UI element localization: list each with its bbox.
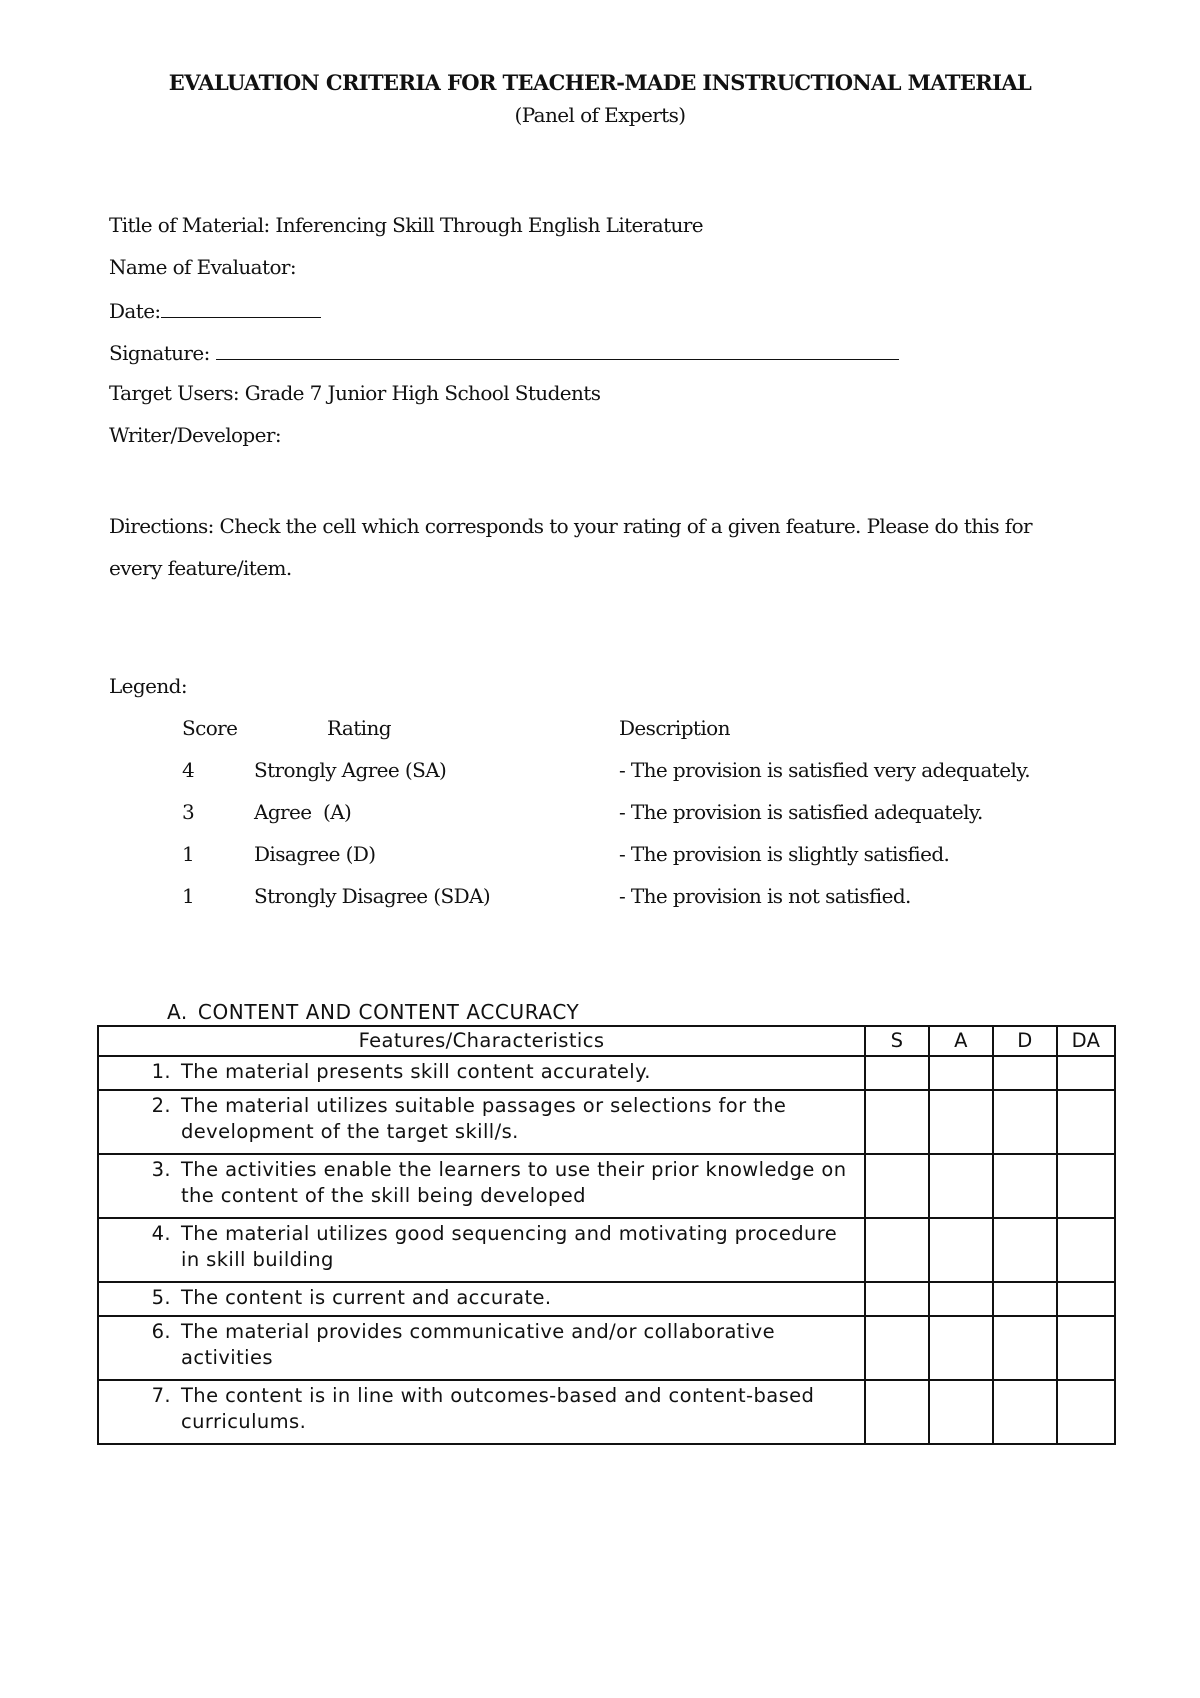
writer-developer-label: Writer/Developer: — [109, 423, 281, 447]
target-users-label: Target Users: — [109, 381, 240, 405]
item-text: The material utilizes suitable passages or selections for the development of the target skill/s. — [181, 1094, 787, 1143]
rating-cell-d[interactable] — [993, 1282, 1057, 1316]
table-header-row — [98, 1026, 1115, 1056]
rating-cell-da[interactable] — [1057, 1380, 1115, 1444]
rating-cell-s[interactable] — [865, 1218, 929, 1282]
item-number: 6. — [151, 1320, 171, 1343]
rating-cell-d[interactable] — [993, 1090, 1057, 1154]
legend-header-score: Score — [182, 716, 238, 740]
legend-rating: Agree (A) — [254, 800, 352, 824]
evaluator-name-label: Name of Evaluator: — [109, 255, 296, 279]
rating-cell-da[interactable] — [1057, 1056, 1115, 1090]
feature-cell — [98, 1380, 865, 1444]
rating-cell-da[interactable] — [1057, 1154, 1115, 1218]
rating-cell-d[interactable] — [993, 1154, 1057, 1218]
feature-cell — [98, 1282, 865, 1316]
rating-cell-da[interactable] — [1057, 1218, 1115, 1282]
item-number: 1. — [151, 1060, 171, 1083]
feature-cell — [98, 1056, 865, 1090]
table-row — [98, 1090, 1115, 1154]
item-text: The material utilizes good sequencing and motivating procedure in skill building — [181, 1222, 838, 1271]
rating-cell-a[interactable] — [929, 1282, 993, 1316]
legend-score: 3 — [182, 800, 195, 824]
feature-cell — [98, 1316, 865, 1380]
legend-rating: Strongly Agree (SA) — [254, 758, 447, 782]
rating-cell-s[interactable] — [865, 1282, 929, 1316]
title-of-material-label: Title of Material: — [109, 213, 270, 237]
table-row — [98, 1154, 1115, 1218]
item-text: The activities enable the learners to use their prior knowledge on the content of the skill being developed — [181, 1158, 847, 1207]
item-text: The material presents skill content accurately. — [181, 1060, 651, 1083]
table-row — [98, 1218, 1115, 1282]
section-title: CONTENT AND CONTENT ACCURACY — [197, 1000, 580, 1024]
signature-blank-line[interactable] — [216, 339, 899, 360]
feature-cell — [98, 1154, 865, 1218]
column-header-a: A — [929, 1026, 993, 1056]
rating-cell-da[interactable] — [1057, 1282, 1115, 1316]
section-letter: A. — [167, 1000, 188, 1024]
date-blank-line[interactable] — [161, 297, 321, 318]
legend-header-rating: Rating — [327, 716, 391, 740]
legend-description: - The provision is slightly satisfied. — [619, 842, 950, 866]
document-subtitle: (Panel of Experts) — [514, 103, 686, 127]
rating-cell-s[interactable] — [865, 1316, 929, 1380]
rating-cell-s[interactable] — [865, 1056, 929, 1090]
section-heading — [167, 1000, 579, 1024]
rating-cell-a[interactable] — [929, 1316, 993, 1380]
rating-cell-a[interactable] — [929, 1218, 993, 1282]
item-text: The content is in line with outcomes-based and content-based curriculums. — [181, 1384, 815, 1433]
rating-cell-d[interactable] — [993, 1380, 1057, 1444]
legend-description: - The provision is satisfied adequately. — [619, 800, 983, 824]
feature-cell — [98, 1090, 865, 1154]
column-header-d: D — [993, 1026, 1057, 1056]
rating-cell-da[interactable] — [1057, 1316, 1115, 1380]
title-of-material-field — [109, 213, 703, 237]
rating-cell-s[interactable] — [865, 1154, 929, 1218]
column-header-features: Features/Characteristics — [98, 1026, 865, 1056]
rating-cell-da[interactable] — [1057, 1090, 1115, 1154]
document-title: EVALUATION CRITERIA FOR TEACHER-MADE INSTRUCTIONAL MATERIAL — [168, 70, 1032, 95]
signature-field — [109, 339, 899, 365]
item-number: 5. — [151, 1286, 171, 1309]
date-label: Date: — [109, 299, 161, 323]
table-row — [98, 1056, 1115, 1090]
rating-cell-s[interactable] — [865, 1380, 929, 1444]
legend-description: - The provision is not satisfied. — [619, 884, 911, 908]
item-number: 7. — [151, 1384, 171, 1407]
item-number: 2. — [151, 1094, 171, 1117]
date-field — [109, 297, 321, 323]
legend-title: Legend: — [109, 674, 187, 698]
evaluation-table — [97, 1025, 1116, 1445]
table-row — [98, 1282, 1115, 1316]
item-number: 3. — [151, 1158, 171, 1181]
legend-score: 4 — [182, 758, 195, 782]
column-header-da: DA — [1057, 1026, 1115, 1056]
legend-rating: Strongly Disagree (SDA) — [254, 884, 491, 908]
legend-score: 1 — [182, 884, 195, 908]
rating-cell-a[interactable] — [929, 1154, 993, 1218]
directions-text: Directions: Check the cell which corresponds to your rating of a given feature. Please do this for every feature/item. — [109, 514, 1032, 580]
evaluator-name-field — [109, 255, 296, 279]
rating-cell-d[interactable] — [993, 1316, 1057, 1380]
rating-cell-a[interactable] — [929, 1056, 993, 1090]
legend-header-description: Description — [619, 716, 730, 740]
item-number: 4. — [151, 1222, 171, 1245]
target-users-field — [109, 381, 600, 405]
item-text: The content is current and accurate. — [181, 1286, 552, 1309]
rating-cell-a[interactable] — [929, 1090, 993, 1154]
feature-cell — [98, 1218, 865, 1282]
column-header-s: S — [865, 1026, 929, 1056]
writer-developer-field — [109, 423, 281, 447]
legend-score: 1 — [182, 842, 195, 866]
table-row — [98, 1316, 1115, 1380]
legend-description: - The provision is satisfied very adequately. — [619, 758, 1031, 782]
signature-label: Signature: — [109, 341, 210, 365]
title-of-material-value: Inferencing Skill Through English Literature — [275, 213, 703, 237]
rating-cell-a[interactable] — [929, 1380, 993, 1444]
rating-cell-s[interactable] — [865, 1090, 929, 1154]
legend-rating: Disagree (D) — [254, 842, 376, 866]
rating-cell-d[interactable] — [993, 1218, 1057, 1282]
table-row — [98, 1380, 1115, 1444]
target-users-value: Grade 7 Junior High School Students — [244, 381, 601, 405]
item-text: The material provides communicative and/or collaborative activities — [181, 1320, 776, 1369]
rating-cell-d[interactable] — [993, 1056, 1057, 1090]
